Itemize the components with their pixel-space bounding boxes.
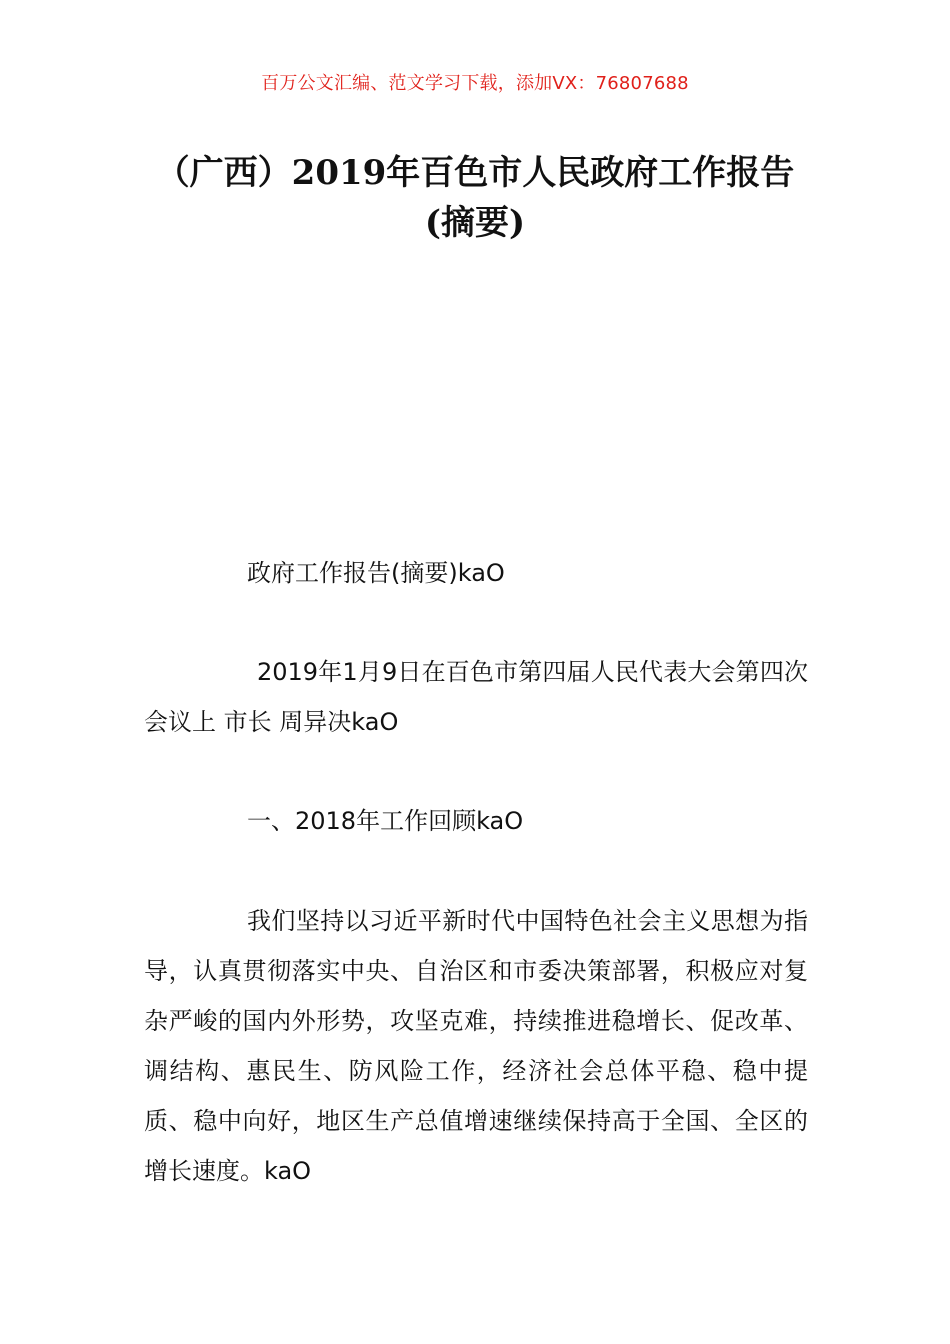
title-line-2: (摘要)	[424, 203, 526, 243]
paragraph-text: 我们坚持以习近平新时代中国特色社会主义思想为指导，认真贯彻落实中央、自治区和市委决策部署，积极应对复杂严峻的国内外形势，攻坚克难，持续推进稳增长、促改革、调结构、惠民生、防风险工作，经济社会总体平稳、稳中提质、稳中向好，地区生产总值增速继续保持高于全国、全区的增长速度。kaO	[144, 907, 808, 1185]
paragraph-text: 政府工作报告(摘要)kaO	[247, 559, 505, 587]
paragraph-text: 一、2018年工作回顾kaO	[247, 807, 524, 835]
paragraph-review	[144, 896, 808, 1196]
promo-banner: 百万公文汇编、范文学习下载，添加VX：76807688	[261, 73, 689, 94]
document-title	[0, 148, 950, 248]
paragraph-meeting-info	[144, 647, 808, 747]
section-heading	[144, 796, 808, 846]
paragraph-text: 2019年1月9日在百色市第四届人民代表大会第四次会议上 市长 周异决kaO	[144, 658, 808, 736]
paragraph-subtitle	[144, 548, 808, 598]
title-line-1: （广西）2019年百色市人民政府工作报告	[155, 153, 795, 193]
